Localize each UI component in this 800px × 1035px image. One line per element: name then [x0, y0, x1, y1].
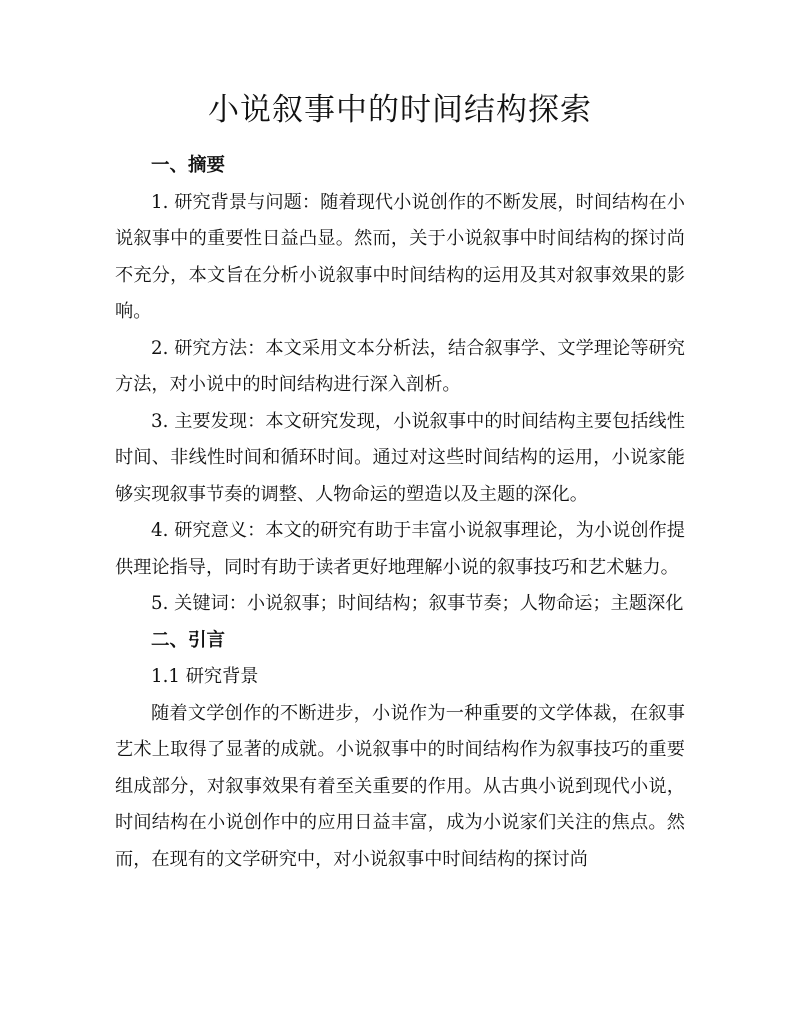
abstract-heading: 一、摘要	[151, 155, 226, 176]
introduction-paragraph: 随着文学创作的不断进步，小说作为一种重要的文学体裁，在叙事艺术上取得了显著的成就。小说叙事中的时间结构作为叙事技巧的重要组成部分，对叙事效果有着至关重要的作用。从古典小说到现代小说，时间结构在小说创作中的应用日益丰富，成为小说家们关注的焦点。然而，在现有的文学研究中，对小说叙事中时间结构的探讨尚	[115, 702, 685, 870]
introduction-heading: 二、引言	[151, 629, 226, 651]
abstract-item-method: 2. 研究方法：本文采用文本分析法，结合叙事学、文学理论等研究方法，对小说中的时间结构进行深入剖析。	[115, 337, 685, 395]
abstract-item-findings: 3. 主要发现：本文研究发现，小说叙事中的时间结构主要包括线性时间、非线性时间和循环时间。通过对这些时间结构的运用，小说家能够实现叙事节奏的调整、人物命运的塑造以及主题的深化。	[115, 410, 685, 505]
abstract-item-background: 1. 研究背景与问题：随着现代小说创作的不断发展，时间结构在小说叙事中的重要性日益凸显。然而，关于小说叙事中时间结构的探讨尚不充分，本文旨在分析小说叙事中时间结构的运用及其对叙事效果的影响。	[115, 191, 685, 322]
research-background-subheading: 1.1 研究背景	[151, 666, 259, 687]
document-body	[115, 148, 685, 878]
abstract-item-keywords: 5. 关键词：小说叙事；时间结构；叙事节奏；人物命运；主题深化	[151, 593, 684, 614]
abstract-item-significance: 4. 研究意义：本文的研究有助于丰富小说叙事理论，为小说创作提供理论指导，同时有助于读者更好地理解小说的叙事技巧和艺术魅力。	[115, 520, 685, 578]
document-title: 小说叙事中的时间结构探索	[208, 92, 592, 128]
